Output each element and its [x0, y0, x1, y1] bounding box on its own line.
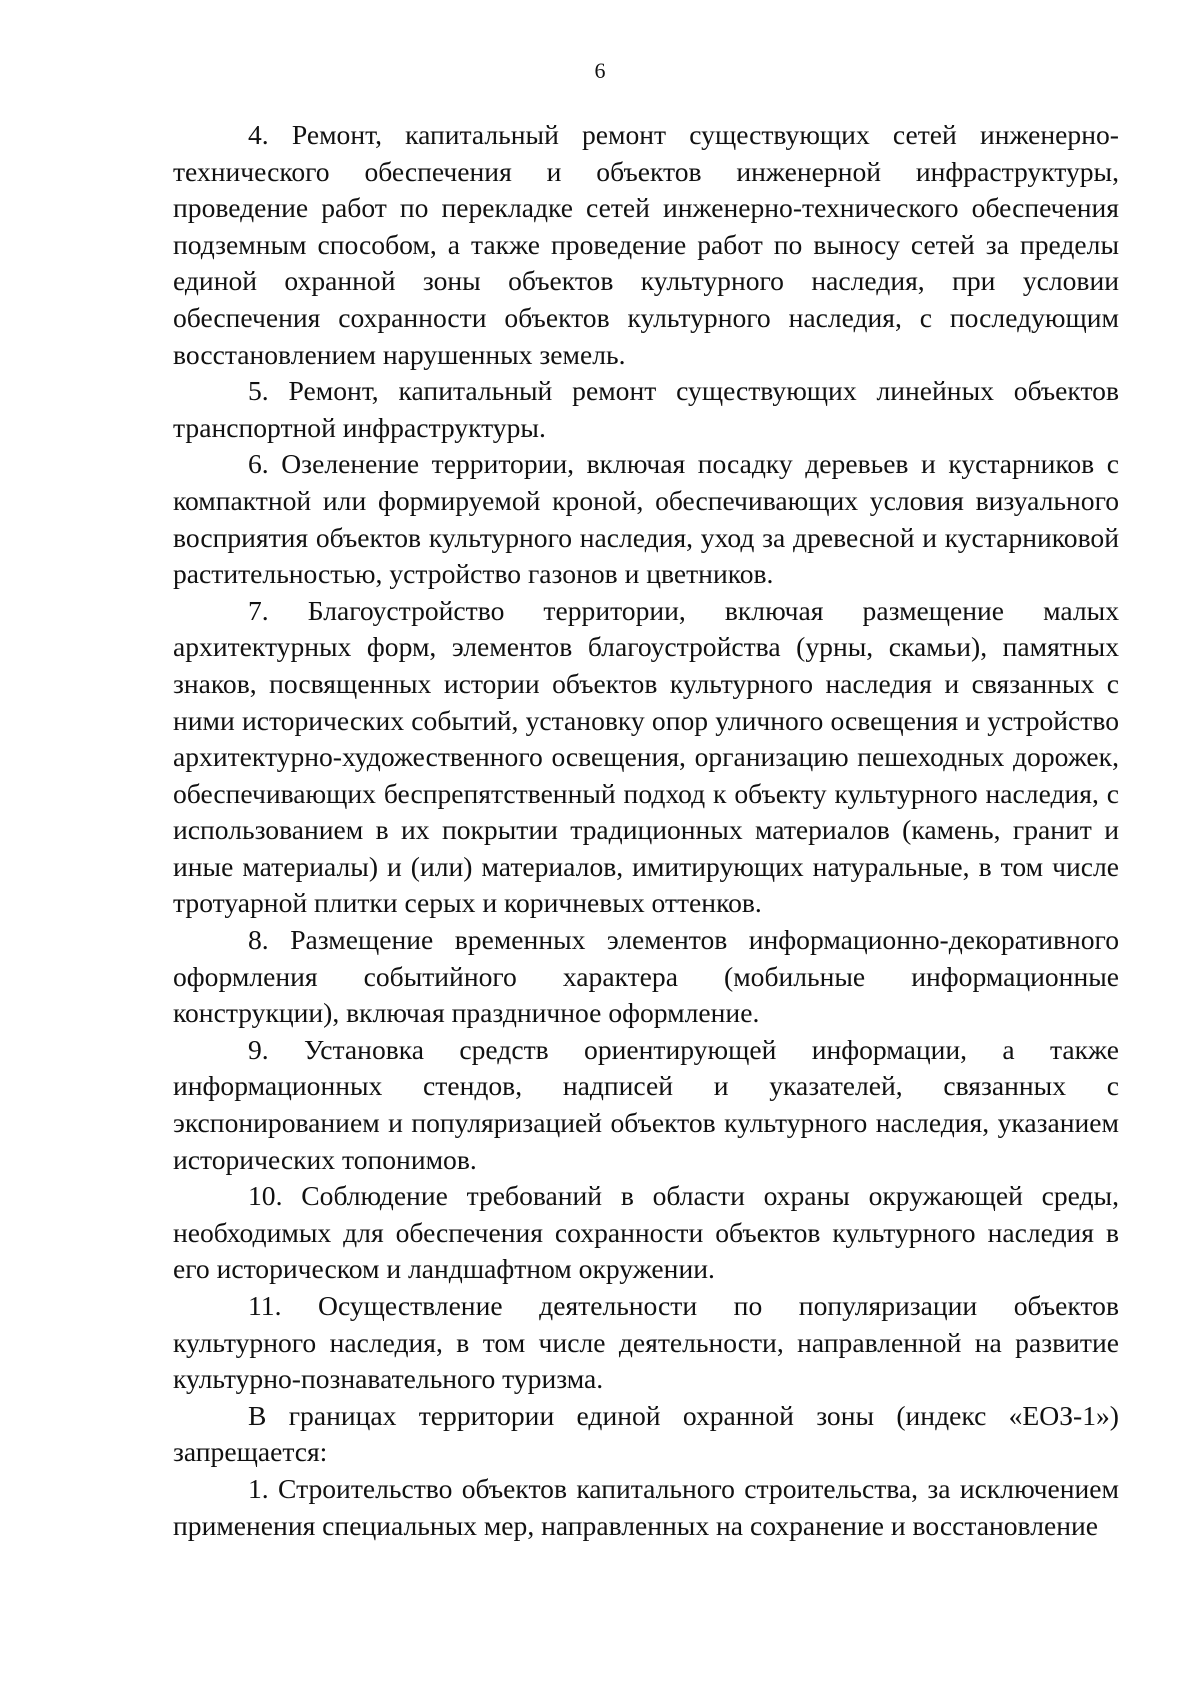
paragraph-item-6: 6. Озеленение территории, включая посадку деревьев и кустарников с компактной или формируемой кроной, обеспечивающих условия визуального восприятия объектов культурного наследия, уход за древесной и кустарниковой растительностью, устройство газонов и цветников.	[173, 448, 1119, 590]
paragraph-prohibitions-intro: В границах территории единой охранной зоны (индекс «ЕОЗ-1») запрещается:	[173, 1399, 1119, 1468]
paragraph-item-11: 11. Осуществление деятельности по популяризации объектов культурного наследия, в том числе деятельности, направленной на развитие культурно-познавательного туризма.	[173, 1290, 1119, 1395]
paragraph-item-5: 5. Ремонт, капитальный ремонт существующих линейных объектов транспортной инфраструктуры.	[173, 375, 1119, 443]
paragraph-item-9: 9. Установка средств ориентирующей информации, а также информационных стендов, надписей и указателей, связанных с экспонированием и популяризацией объектов культурного наследия, указанием исторических топонимов.	[173, 1033, 1119, 1175]
paragraph-item-10: 10. Соблюдение требований в области охраны окружающей среды, необходимых для обеспечения сохранности объектов культурного наследия в его историческом и ландшафтном окружении.	[173, 1180, 1119, 1285]
paragraph-item-4: 4. Ремонт, капитальный ремонт существующих сетей инженерно-технического обеспечения и объектов инженерной инфраструктуры, проведение работ по перекладке сетей инженерно-технического обеспечения подземным способом, а также проведение работ по выносу сетей за пределы единой охранной зоны объектов культурного наследия, при условии обеспечения сохранности объектов культурного наследия, с последующим восстановлением нарушенных земель.	[173, 119, 1119, 370]
document-body	[173, 117, 1119, 1544]
paragraph-prohibition-1: 1. Строительство объектов капитального строительства, за исключением применения специальных мер, направленных на сохранение и восстановление	[173, 1472, 1119, 1541]
paragraph-item-7: 7. Благоустройство территории, включая размещение малых архитектурных форм, элементов благоустройства (урны, скамьи), памятных знаков, посвященных истории объектов культурного наследия и связанных с ними исторических событий, установку опор уличного освещения и устройство архитектурно-художественного освещения, организацию пешеходных дорожек, обеспечивающих беспрепятственный подход к объекту культурного наследия, с использованием в их покрытии традиционных материалов (камень, гранит и иные материалы) и (или) материалов, имитирующих натуральные, в том числе тротуарной плитки серых и коричневых оттенков.	[173, 594, 1119, 919]
page-number: 6	[594, 58, 606, 83]
paragraph-item-8: 8. Размещение временных элементов информационно-декоративного оформления событийного характера (мобильные информационные конструкции), включая праздничное оформление.	[173, 924, 1119, 1029]
